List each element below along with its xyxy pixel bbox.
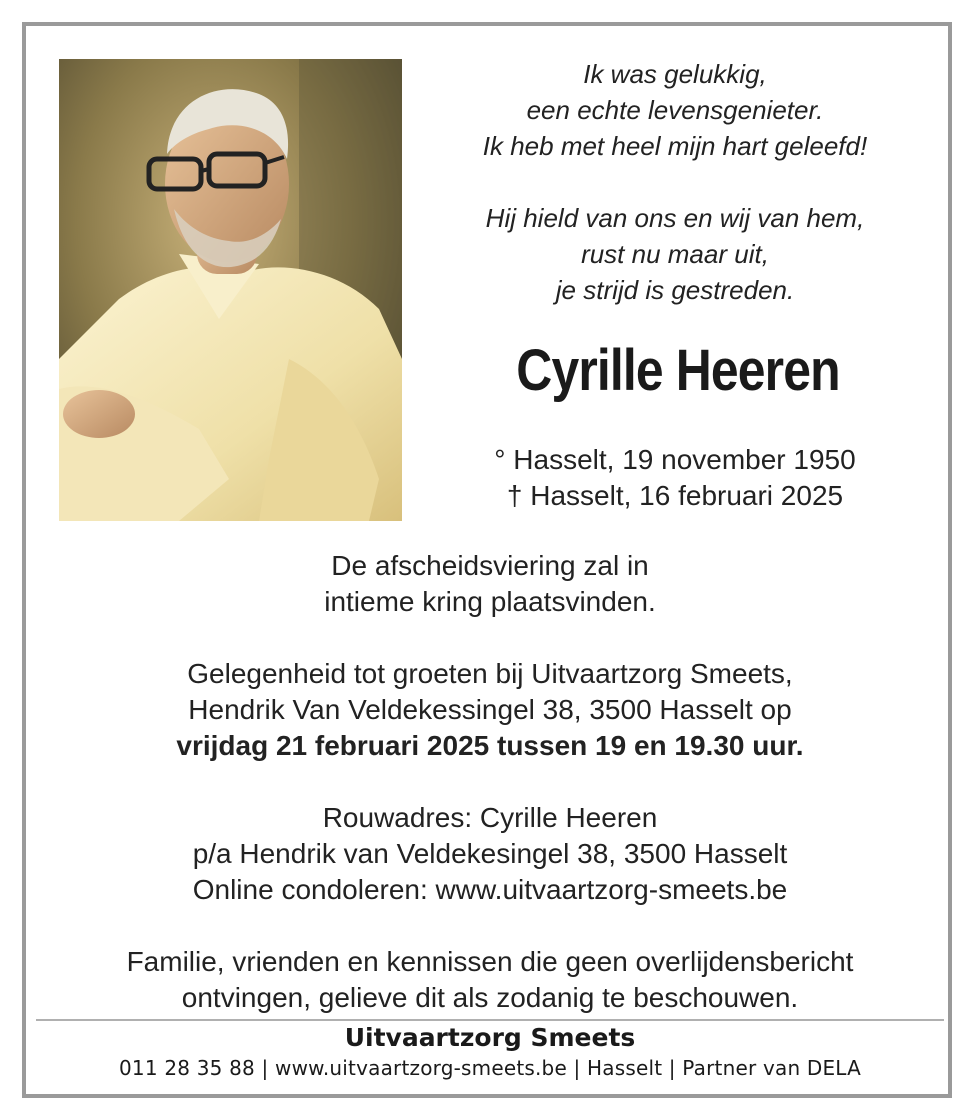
poem-line: rust nu maar uit, [581, 239, 769, 269]
life-dates [420, 442, 930, 514]
poem-stanza-1 [420, 56, 930, 164]
condolence-link[interactable]: Online condoleren: www.uitvaartzorg-smeets.be [192, 874, 788, 905]
address-paragraph [40, 800, 940, 908]
deceased-name: Cyrille Heeren [516, 338, 840, 403]
poem [420, 56, 930, 308]
footer-contact-info: 011 28 35 88 | www.uitvaartzorg-smeets.be | Hasselt | Partner van DELA [118, 1056, 861, 1080]
body-line: Familie, vrienden en kennissen die geen overlijdensbericht [126, 946, 854, 977]
poem-line: Ik was gelukkig, [583, 59, 767, 89]
body-line: Rouwadres: Cyrille Heeren [322, 802, 658, 833]
poem-line: Hij hield van ons en wij van hem, [485, 203, 865, 233]
footer-divider [36, 1019, 944, 1021]
notice-paragraph [40, 944, 940, 1016]
body-line: De afscheidsviering zal in [331, 550, 649, 581]
body-line: Gelegenheid tot groeten bij Uitvaartzorg Smeets, [187, 658, 793, 689]
portrait-photo [59, 59, 402, 521]
announcement-body [40, 548, 940, 1016]
body-line: intieme kring plaatsvinden. [324, 586, 656, 617]
death-date: † Hasselt, 16 februari 2025 [506, 480, 844, 511]
poem-line: een echte levensgenieter. [526, 95, 824, 125]
body-line: ontvingen, gelieve dit als zodanig te beschouwen. [181, 982, 799, 1013]
poem-line: Ik heb met heel mijn hart geleefd! [482, 131, 868, 161]
body-line: p/a Hendrik van Veldekesingel 38, 3500 Hasselt [192, 838, 788, 869]
ceremony-paragraph [40, 548, 940, 620]
body-line: Hendrik Van Veldekessingel 38, 3500 Hasselt op [188, 694, 792, 725]
footer-company-name: Uitvaartzorg Smeets [344, 1023, 636, 1052]
poem-line: je strijd is gestreden. [555, 275, 795, 305]
birth-date: ° Hasselt, 19 november 1950 [494, 444, 856, 475]
visitation-time: vrijdag 21 februari 2025 tussen 19 en 19.30 uur. [176, 730, 804, 761]
poem-stanza-2 [420, 200, 930, 308]
visitation-paragraph [40, 656, 940, 764]
